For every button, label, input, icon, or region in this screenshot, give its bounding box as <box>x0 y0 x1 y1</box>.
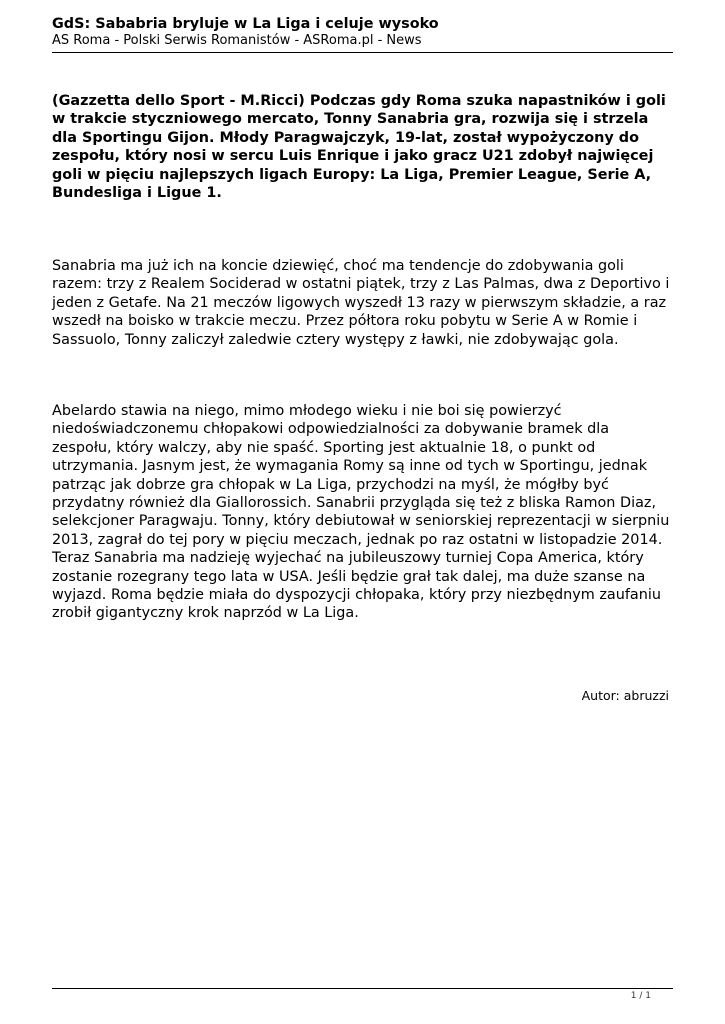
header-divider <box>52 52 673 53</box>
page-number: 1 / 1 <box>630 991 651 1001</box>
footer-divider <box>52 988 673 989</box>
article-author: Autor: abruzzi <box>581 688 669 703</box>
article-paragraph-1: Sanabria ma już ich na koncie dziewięć, choć ma tendencje do zdobywania goli razem: trzy z Realem Sociderad w ostatni piątek, trzy z Las Palmas, dwa z Deportivo i jeden z Getafe. Na 21 meczów ligowych wyszedł 13 razy w pierwszym składzie, a raz wszedł na boisko w trakcie meczu. Przez półtora roku pobytu w Serie A w Romie i Sassuolo, Tonny zaliczył zaledwie cztery występy z ławki, nie zdobywając gola. <box>52 258 670 348</box>
document-page <box>52 0 673 1024</box>
article-paragraph-2: Abelardo stawia na niego, mimo młodego wieku i nie boi się powierzyć niedoświadczonemu chłopakowi odpowiedzialności za dobywanie bramek dla zespołu, który walczy, aby nie spaść. Sporting jest aktualnie 18, o punkt od utrzymania. Jasnym jest, że wymagania Romy są inne od tych w Sportingu, jednak patrząc jak dobrze gra chłopak w La Liga, przychodzi na myśl, że mógłby być przydatny również dla Giallorossich. Sanabrii przygląda się też z bliska Ramon Diaz, selekcjoner Paragwaju. Tonny, który debiutował w seniorskiej reprezentacji w sierpniu 2013, zagrał do tej pory w pięciu meczach, jednak po raz ostatni w listopadzie 2014. Teraz Sanabria ma nadzieję wyjechać na jubileuszowy turniej Copa America, który zostanie rozegrany tego lata w USA. Jeśli będzie grał tak dalej, ma duże szanse na wyjazd. Roma będzie miała do dyspozycji chłopaka, który przy niezbędnym zaufaniu zrobił gigantyczny krok naprzód w La Liga. <box>52 403 670 622</box>
site-subtitle: AS Roma - Polski Serwis Romanistów - ASRoma.pl - News <box>52 33 422 48</box>
page-title: GdS: Sababria bryluje w La Liga i celuje wysoko <box>52 16 439 32</box>
article-lead: (Gazzetta dello Sport - M.Ricci) Podczas gdy Roma szuka napastników i goli w trakcie styczniowego mercato, Tonny Sanabria gra, rozwija się i strzela dla Sportingu Gijon. Młody Paragwajczyk, 19-lat, został wypożyczony do zespołu, który nosi w sercu Luis Enrique i jako gracz U21 zdobył najwięcej goli w pięciu najlepszych ligach Europy: La Liga, Premier League, Serie A, Bundesliga i Ligue 1. <box>52 93 666 202</box>
